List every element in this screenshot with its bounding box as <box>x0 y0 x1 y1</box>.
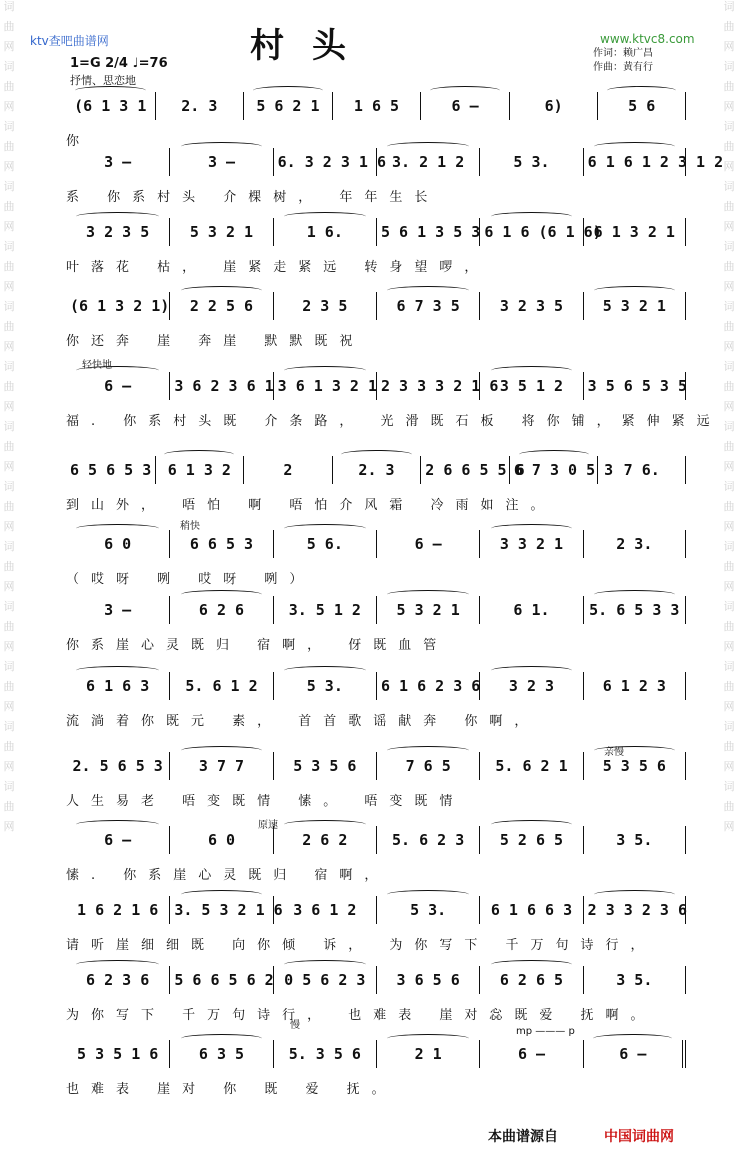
measure: 6 7 3 0 5 3 <box>509 456 598 484</box>
watermark-glyph: 曲 <box>3 620 15 633</box>
watermark-glyph: 网 <box>723 760 735 773</box>
slur-mark <box>491 212 573 221</box>
site-name-left: ktv查吧曲谱网 <box>30 34 109 48</box>
watermark-glyph: 网 <box>3 460 15 473</box>
watermark-glyph: 曲 <box>3 260 15 273</box>
slur-mark <box>284 366 366 375</box>
measure: 5 2 6 5 <box>479 826 582 854</box>
slur-mark <box>76 666 159 675</box>
measure: 7 6 5 <box>376 752 479 780</box>
measure: 1 6 5 <box>332 92 421 120</box>
tempo-shaokuai: 稍快 <box>180 521 200 532</box>
lyrics-line: 你 <box>66 134 92 149</box>
slur-mark <box>284 666 366 675</box>
watermark-glyph: 曲 <box>723 740 735 753</box>
watermark-glyph: 网 <box>3 220 15 233</box>
slur-mark <box>181 890 263 899</box>
watermark-glyph: 词 <box>3 240 15 253</box>
measure: 5 3. <box>376 896 479 924</box>
measure: 0 5 6 2 3 <box>273 966 376 994</box>
watermark-glyph: 词 <box>723 660 735 673</box>
measure: 6 6 5 3 <box>169 530 272 558</box>
measure: 3 6 1 3 2 1 <box>273 372 376 400</box>
measure: 3 6 1 2 <box>273 896 376 924</box>
measure: 2 3 3 3 2 1 6 <box>376 372 479 400</box>
measure: 6 2 6 5 <box>479 966 582 994</box>
watermark-glyph: 网 <box>723 640 735 653</box>
watermark-glyph: 词 <box>723 420 735 433</box>
measure: 3 2 3 5 <box>479 292 582 320</box>
tempo-man: 慢 <box>290 1020 300 1031</box>
slur-mark <box>387 890 469 899</box>
measure: 6 5 6 5 3 <box>70 461 152 479</box>
notes-row <box>66 218 686 246</box>
measure: 3 – <box>104 601 132 619</box>
watermark-glyph: 曲 <box>723 560 735 573</box>
watermark-glyph: 网 <box>723 700 735 713</box>
slur-mark <box>181 746 263 755</box>
watermark-glyph: 曲 <box>3 800 15 813</box>
measure: 5 3 2 1 <box>583 292 686 320</box>
slur-mark <box>491 960 573 969</box>
measure: 6 – <box>66 372 169 400</box>
footer <box>0 1126 738 1150</box>
lyrics-line: 到山外， 唔怕 啊 唔怕介风霜 冷雨如注。 <box>66 498 556 513</box>
lyrics-line: （哎呀 咧 哎呀 咧） <box>66 572 315 587</box>
watermark-glyph: 曲 <box>3 740 15 753</box>
slur-mark <box>491 820 573 829</box>
watermark-glyph: 曲 <box>3 500 15 513</box>
watermark-glyph: 网 <box>3 700 15 713</box>
lyrics-line: 愫. 你系崖心灵既归 宿啊， <box>66 868 390 883</box>
watermark-glyph: 网 <box>723 280 735 293</box>
measure: 5 3. <box>479 148 582 176</box>
watermark-glyph: 词 <box>723 240 735 253</box>
slur-mark <box>284 960 366 969</box>
slur-mark <box>76 212 159 221</box>
measure: 6 2 3 6 <box>66 966 169 994</box>
slur-mark <box>253 86 323 95</box>
watermark-glyph: 网 <box>723 100 735 113</box>
measure: 1 6. <box>273 218 376 246</box>
watermark-glyph: 词 <box>3 540 15 553</box>
measure: 6 1 3 2 <box>155 456 244 484</box>
watermark-glyph: 词 <box>3 0 15 13</box>
lyrics-line: 为你写下 千万句诗行， 也难表 崖对惢既爱 抚啊。 <box>66 1008 656 1023</box>
watermark-glyph: 曲 <box>723 140 735 153</box>
watermark-glyph: 网 <box>3 280 15 293</box>
measure: 2 3 3 2 3 6 <box>583 896 686 924</box>
slur-mark <box>491 524 573 533</box>
composer-credit: 作曲：黄有行 <box>593 62 653 73</box>
slur-mark <box>519 450 589 459</box>
watermark-glyph: 网 <box>3 580 15 593</box>
measure: 3 3 2 1 <box>479 530 582 558</box>
slur-mark <box>491 366 573 375</box>
watermark-glyph: 曲 <box>723 80 735 93</box>
slur-mark <box>594 286 675 295</box>
notes-row <box>66 752 686 780</box>
watermark-glyph: 曲 <box>3 440 15 453</box>
measure: 3 5. <box>583 826 686 854</box>
watermark-glyph: 词 <box>3 120 15 133</box>
watermark-glyph: 曲 <box>723 380 735 393</box>
watermark-glyph: 词 <box>3 480 15 493</box>
measure: 6) <box>509 92 598 120</box>
measure: 5 3 5 6 <box>273 752 376 780</box>
measure: 2. 5 6 5 3 <box>72 757 163 775</box>
watermark-glyph: 网 <box>723 580 735 593</box>
watermark-glyph: 网 <box>3 400 15 413</box>
slur-mark <box>181 286 263 295</box>
watermark-glyph: 词 <box>723 180 735 193</box>
watermark-glyph: 网 <box>3 340 15 353</box>
watermark-glyph: 网 <box>3 100 15 113</box>
measure: 2 3. <box>583 530 686 558</box>
notes-row <box>66 530 686 558</box>
slur-mark <box>76 366 159 375</box>
site-url-right: www.ktvc8.com <box>600 32 695 46</box>
watermark-glyph: 网 <box>3 760 15 773</box>
watermark-glyph: 曲 <box>3 380 15 393</box>
expression-marking: 抒情、思恋地 <box>70 74 136 87</box>
slur-mark <box>387 142 469 151</box>
measure: 6 1 6 3 <box>66 672 169 700</box>
measure: 5. 6 2 1 <box>479 752 582 780</box>
watermark-glyph: 曲 <box>3 80 15 93</box>
watermark-glyph: 曲 <box>723 800 735 813</box>
watermark-glyph: 网 <box>723 520 735 533</box>
watermark-glyph: 词 <box>3 300 15 313</box>
measure: 5 3 2 1 <box>169 218 272 246</box>
watermark-glyph: 词 <box>723 480 735 493</box>
measure: 5 6 <box>597 92 686 120</box>
measure: (6 1 3 1 <box>66 92 155 120</box>
slur-mark <box>76 524 159 533</box>
watermark-glyph: 网 <box>3 640 15 653</box>
footer-source-label: 本曲谱源自 <box>488 1129 558 1145</box>
measure: 6 7 3 5 <box>376 292 479 320</box>
measure: 3 2 3 5 <box>66 218 169 246</box>
measure: 6 1 6 1 2 3 1 2 <box>583 148 686 176</box>
measure: 6 – <box>376 530 479 558</box>
watermark-glyph: 网 <box>723 220 735 233</box>
measure: 3 6 5 6 <box>376 966 479 994</box>
measure: 2 2 5 6 <box>169 292 272 320</box>
watermark-glyph: 词 <box>723 0 735 13</box>
measure: 5 3 2 1 <box>376 596 479 624</box>
measure: 5. 6 1 2 <box>169 672 272 700</box>
measure: 1 6 2 1 6 <box>77 901 159 919</box>
watermark-glyph: 曲 <box>3 320 15 333</box>
watermark-glyph: 曲 <box>3 140 15 153</box>
watermark-glyph: 词 <box>723 720 735 733</box>
measure: 5. 6 2 3 <box>376 826 479 854</box>
watermark-glyph: 曲 <box>723 440 735 453</box>
lyrics-line: 流淌着你既元 素， 首首歌谣献奔 你啊， <box>66 714 540 729</box>
slur-mark <box>164 450 234 459</box>
lyrics-line: 叶落花 枯， 崖紧走紧远 转身望啰， <box>66 260 490 275</box>
key-signature: 1=G 2/4 ♩=76 <box>70 56 168 71</box>
notes-row <box>66 826 686 854</box>
slur-mark <box>387 1034 469 1043</box>
measure: 2. 3 <box>332 456 421 484</box>
measure: 5 3 5 1 6 <box>77 1045 159 1063</box>
tempo-yuansu: 原速 <box>258 820 278 831</box>
notes-row <box>66 148 724 176</box>
measure: 6 0 <box>66 530 169 558</box>
watermark-glyph: 曲 <box>723 260 735 273</box>
watermark-glyph: 词 <box>3 360 15 373</box>
slur-mark <box>181 1034 263 1043</box>
slur-mark <box>594 142 675 151</box>
measure: 3 – <box>169 148 272 176</box>
song-title: 村头 <box>250 26 374 66</box>
footer-site-name: 中国词曲网 <box>604 1129 674 1145</box>
measure: 7 6. <box>597 456 686 484</box>
measure: 5. 6 5 3 3 <box>583 596 686 624</box>
measure: 5 6 1 3 5 3 <box>376 218 479 246</box>
notes-row <box>66 966 686 994</box>
measure: 5. 3 5 6 <box>273 1040 376 1068</box>
slur-mark <box>387 286 469 295</box>
slur-mark <box>387 590 469 599</box>
lyrics-line: 你系崖心灵既归 宿啊， 伢既血管 <box>66 638 449 653</box>
tempo-qinman: 亲慢 <box>604 747 624 758</box>
watermark-glyph: 词 <box>3 180 15 193</box>
watermark-glyph: 词 <box>723 300 735 313</box>
measure: 6 1 6 2 3 6 <box>376 672 479 700</box>
watermark-glyph: 曲 <box>723 200 735 213</box>
slur-mark <box>284 212 366 221</box>
watermark-glyph: 词 <box>3 780 15 793</box>
watermark-glyph: 曲 <box>723 500 735 513</box>
notes-row <box>66 596 686 624</box>
watermark-glyph: 词 <box>723 780 735 793</box>
watermark-glyph: 词 <box>3 60 15 73</box>
slur-mark <box>181 142 263 151</box>
slur-mark <box>491 666 573 675</box>
watermark-glyph: 词 <box>723 360 735 373</box>
watermark-glyph: 曲 <box>723 20 735 33</box>
measure: 3. 5 3 2 1 6 <box>169 896 272 924</box>
measure: 3 7 7 <box>169 752 272 780</box>
measure: 6 1 6 (6 1 6) <box>479 218 582 246</box>
measure: 6 1 2 3 <box>583 672 686 700</box>
measure: 3 2 3 <box>479 672 582 700</box>
measure: 2 3 5 <box>273 292 376 320</box>
lyrics-line: 请听崖细细既 向你倾 诉， 为你写下 千万句诗行， <box>66 938 656 953</box>
slur-mark <box>284 524 366 533</box>
measure: 2 6 6 5 5 6 <box>420 456 509 484</box>
notes-row <box>66 372 686 400</box>
measure: 3. 5 1 2 <box>273 596 376 624</box>
slur-mark <box>594 746 675 755</box>
slur-mark <box>75 86 146 95</box>
notes-row <box>66 92 686 120</box>
slur-mark <box>76 820 159 829</box>
slur-mark <box>594 890 675 899</box>
measure: 6 – <box>420 92 509 120</box>
watermark-glyph: 网 <box>723 40 735 53</box>
slur-mark <box>341 450 411 459</box>
notes-row <box>66 456 686 484</box>
measure: 2 6 2 <box>273 826 376 854</box>
measure: 6 – <box>583 1040 686 1068</box>
watermark-glyph: 曲 <box>3 200 15 213</box>
watermark-column-left <box>2 0 16 1172</box>
lyrics-line: 也难表 崖对 你 既 爱 抚。 <box>66 1082 397 1097</box>
measure: 5 3. <box>273 672 376 700</box>
measure: 2 <box>243 456 332 484</box>
measure: 6 – <box>66 826 169 854</box>
watermark-glyph: 曲 <box>3 560 15 573</box>
watermark-glyph: 曲 <box>723 680 735 693</box>
measure: 6 3 5 <box>169 1040 272 1068</box>
watermark-column-right <box>722 0 736 1172</box>
watermark-glyph: 网 <box>3 40 15 53</box>
watermark-glyph: 词 <box>3 720 15 733</box>
watermark-glyph: 曲 <box>3 680 15 693</box>
notes-row <box>66 1040 686 1068</box>
watermark-glyph: 词 <box>723 600 735 613</box>
measure: 3 5. <box>583 966 686 994</box>
measure: 3 5 1 2 <box>479 372 582 400</box>
measure: 6 – <box>479 1040 582 1068</box>
slur-mark <box>607 86 676 95</box>
measure: 3 5 6 5 3 5 <box>583 372 686 400</box>
slur-mark <box>387 746 469 755</box>
slur-mark <box>76 960 159 969</box>
watermark-glyph: 网 <box>3 820 15 833</box>
measure: 3 – <box>104 153 132 171</box>
lyrics-line: 系 你系村头 介棵树， 年年生长 <box>66 190 440 205</box>
lyricist-credit: 作词：赖广昌 <box>593 48 653 59</box>
slur-mark <box>284 820 366 829</box>
watermark-glyph: 词 <box>3 420 15 433</box>
watermark-glyph: 词 <box>3 600 15 613</box>
lyrics-line: 福. 你系村头既 介条路， 光滑既石板 将你铺，紧伸紧远 <box>66 414 722 429</box>
measure: 6. 3 2 3 1 6 <box>273 148 376 176</box>
slur-mark <box>594 590 675 599</box>
slur-mark <box>430 86 500 95</box>
lyrics-line: 人生易老 唔变既情 愫。 唔变既情 <box>66 794 465 809</box>
watermark-glyph: 网 <box>723 340 735 353</box>
notes-row <box>66 292 686 320</box>
measure: 2 1 <box>376 1040 479 1068</box>
watermark-glyph: 词 <box>723 120 735 133</box>
lyrics-line: 你还奔 崖 奔崖 默默既祝 <box>66 334 365 349</box>
watermark-glyph: 网 <box>723 460 735 473</box>
measure: 2. 3 <box>155 92 244 120</box>
watermark-glyph: 词 <box>3 660 15 673</box>
measure: 5 6 6 5 6 2 <box>169 966 272 994</box>
measure: 5 6 2 1 <box>243 92 332 120</box>
measure: (6 1 3 2 1) <box>70 297 170 315</box>
measure: 6 1 3 2 1 <box>583 218 686 246</box>
watermark-glyph: 网 <box>723 160 735 173</box>
watermark-glyph: 曲 <box>723 320 735 333</box>
measure: 6 1. <box>479 596 582 624</box>
watermark-glyph: 曲 <box>3 20 15 33</box>
measure: 5 6. <box>273 530 376 558</box>
notes-row <box>66 672 686 700</box>
watermark-glyph: 网 <box>3 520 15 533</box>
watermark-glyph: 词 <box>723 60 735 73</box>
slur-mark <box>593 1034 672 1043</box>
measure: 6 2 6 <box>169 596 272 624</box>
measure: 6 1 6 6 3 <box>479 896 582 924</box>
watermark-glyph: 网 <box>3 160 15 173</box>
tempo-qingkuai: 轻快地 <box>82 360 112 371</box>
measure: 3 6 2 3 6 1 <box>169 372 272 400</box>
watermark-glyph: 网 <box>723 400 735 413</box>
measure: 6 0 <box>169 826 272 854</box>
notes-row <box>66 896 686 924</box>
dynamics-marking: mp ——— p <box>516 1026 575 1037</box>
slur-mark <box>181 590 263 599</box>
watermark-glyph: 词 <box>723 540 735 553</box>
measure: 5 3 5 6 <box>583 752 686 780</box>
watermark-glyph: 网 <box>723 820 735 833</box>
measure: 3. 2 1 2 <box>376 148 479 176</box>
watermark-glyph: 曲 <box>723 620 735 633</box>
